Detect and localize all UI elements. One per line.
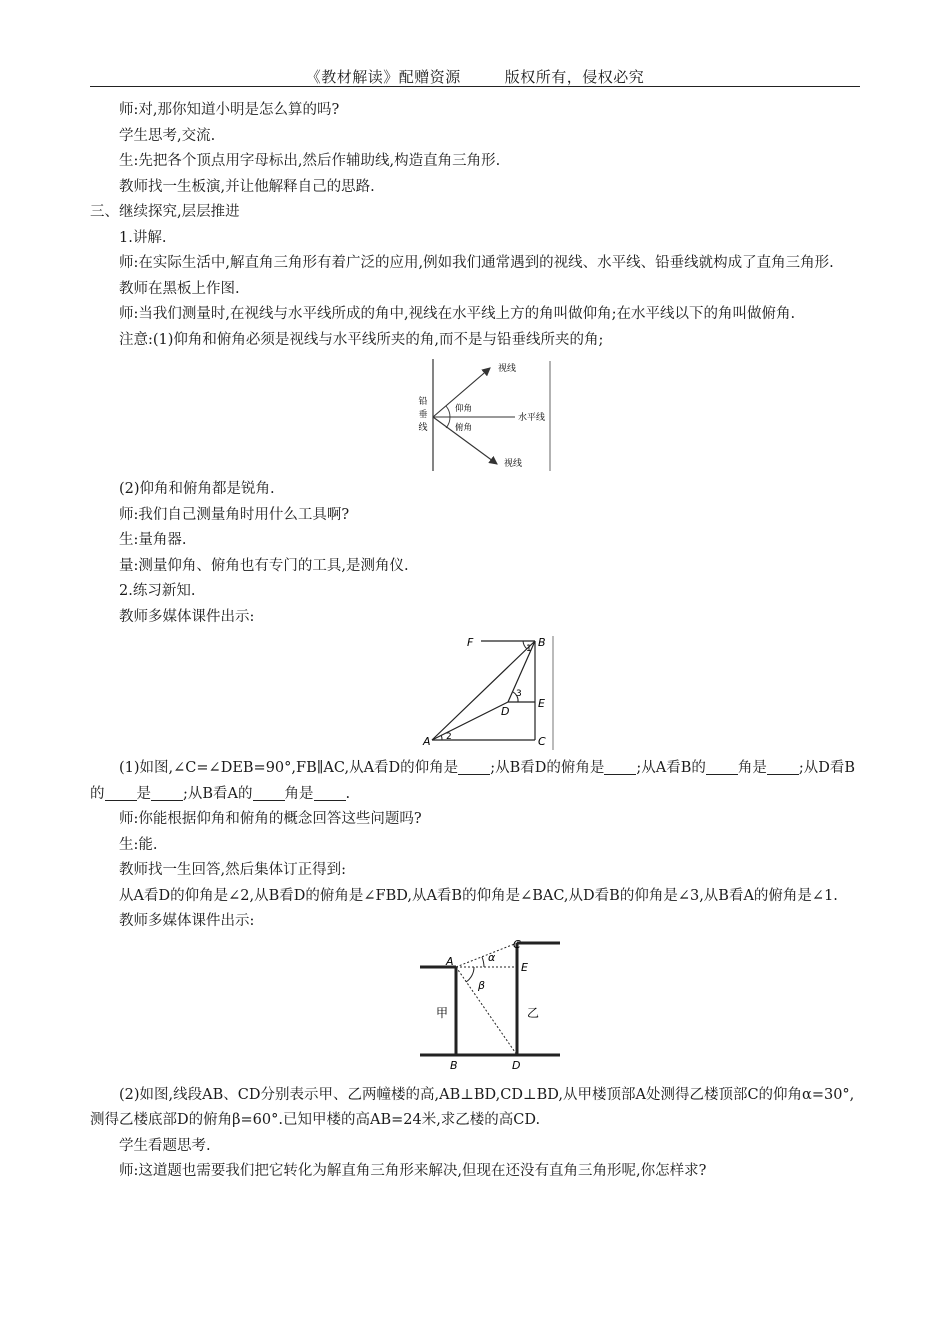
point-E: E	[538, 697, 545, 710]
q1-part-i: .	[345, 785, 351, 802]
answer-blank	[314, 785, 346, 801]
answer-blank	[105, 785, 137, 801]
document-body	[90, 98, 865, 1185]
paragraph: 生:能.	[119, 836, 158, 853]
line-AD	[432, 702, 508, 740]
line-AC	[456, 943, 517, 967]
buildings-diagram	[90, 939, 865, 1079]
point-B: B	[450, 1058, 458, 1072]
paragraph: 师:在实际生活中,解直角三角形有着广泛的应用,例如我们通常遇到的视线、水平线、铅垂线就构成了直角三角形.	[119, 255, 834, 271]
paragraph: 2.练习新知.	[119, 583, 196, 599]
page-header	[90, 66, 860, 88]
alpha-label: α	[488, 950, 496, 964]
point-D: D	[501, 705, 510, 718]
paragraph: 师:你能根据仰角和俯角的概念回答这些问题吗?	[119, 811, 422, 827]
beta-label: β	[478, 978, 486, 992]
q1-part-c: ;从A看B的	[636, 760, 706, 776]
q1-part-d: 角是	[737, 760, 767, 776]
figure-angles	[90, 357, 865, 473]
elevation-label: 仰角	[455, 404, 473, 414]
paragraph: 学生看题思考.	[119, 1137, 211, 1154]
building-jia-label: 甲	[436, 1005, 449, 1020]
angle-2-label: 2	[446, 732, 452, 742]
question-2: (2)如图,线段AB、CD分别表示甲、乙两幢楼的高,AB⊥BD,CD⊥BD,从甲楼顶部A处测得乙楼顶部C的仰角α=30°,测得乙楼底部D的俯角β=60°.已知甲楼的高AB=24米,求乙楼的高CD.	[90, 1086, 855, 1128]
answer-blank	[706, 759, 738, 775]
beta-arc	[466, 967, 474, 982]
figure-buildings	[90, 939, 865, 1079]
section-heading: 三、继续探究,层层推进	[90, 204, 240, 220]
figure-triangle	[90, 634, 865, 752]
paragraph: 1.讲解.	[119, 229, 167, 246]
paragraph: 师:当我们测量时,在视线与水平线所成的角中,视线在水平线上方的角叫做仰角;在水平线以下的角叫做俯角.	[119, 306, 796, 322]
plumb-label-1: 铅	[418, 397, 428, 407]
paragraph: 生:先把各个顶点用字母标出,然后作辅助线,构造直角三角形.	[119, 153, 501, 169]
q1-part-g: ;从B看A的	[183, 785, 253, 802]
answer-blank	[151, 785, 183, 801]
q1-part-e: ;从D看B的	[90, 760, 856, 802]
paragraph: 注意:(1)仰角和俯角必须是视线与水平线所夹的角,而不是与铅垂线所夹的角;	[119, 331, 604, 348]
q1-part-f: 是	[136, 785, 151, 802]
paragraph: (2)仰角和俯角都是锐角.	[119, 481, 275, 497]
paragraph: 从A看D的仰角是∠2,从B看D的俯角是∠FBD,从A看B的仰角是∠BAC,从D看B的仰角是∠3,从B看A的俯角是∠1.	[119, 887, 838, 904]
paragraph: 教师多媒体课件出示:	[119, 608, 255, 625]
plumb-label-3: 线	[418, 423, 428, 433]
depression-label: 俯角	[455, 423, 473, 433]
q1-part-h: 角是	[284, 785, 314, 802]
paragraph: 教师找一生回答,然后集体订正得到:	[119, 862, 346, 878]
point-F: F	[467, 636, 474, 649]
angle-3-label: 3	[516, 689, 522, 699]
point-C: C	[513, 938, 521, 951]
paragraph: 生:量角器.	[119, 532, 187, 548]
point-A: A	[423, 735, 431, 748]
paragraph: 师:我们自己测量角时用什么工具啊?	[119, 506, 350, 523]
horizontal-label: 水平线	[518, 413, 546, 423]
q1-part-b: ;从B看D的俯角是	[490, 760, 605, 776]
alpha-arc	[482, 957, 484, 967]
answer-blank	[767, 759, 799, 775]
paragraph: 教师多媒体课件出示:	[119, 913, 255, 929]
elevation-arc	[446, 406, 450, 417]
sight-up-label: 视线	[498, 364, 517, 374]
paragraph: 师:对,那你知道小明是怎么算的吗?	[119, 102, 340, 118]
sight-down-label: 视线	[504, 459, 523, 469]
angle-2-arc	[441, 735, 442, 740]
header-left: 《教材解读》配赠资源	[305, 68, 461, 86]
point-D: D	[512, 1058, 521, 1072]
building-yi-label: 乙	[527, 1005, 540, 1020]
point-C: C	[538, 735, 546, 748]
header-rule	[90, 86, 860, 87]
angle-1-label: 1	[526, 644, 532, 654]
point-E: E	[521, 960, 528, 974]
line-AD	[456, 967, 517, 1055]
answer-blank	[604, 759, 636, 775]
q1-part-a: (1)如图,∠C=∠DEB=90°,FB∥AC,从A看D的仰角是	[119, 760, 459, 776]
paragraph: 教师在黑板上作图.	[119, 280, 240, 297]
angle-diagram	[90, 357, 865, 473]
triangle-diagram	[90, 634, 865, 752]
paragraph: 量:测量仰角、俯角也有专门的工具,是测角仪.	[119, 557, 409, 574]
point-B: B	[538, 636, 546, 649]
answer-blank	[458, 759, 490, 775]
paragraph: 师:这道题也需要我们把它转化为解直角三角形来解决,但现在还没有直角三角形呢,你怎样求?	[119, 1163, 707, 1179]
answer-blank	[253, 785, 285, 801]
paragraph: 教师找一生板演,并让他解释自己的思路.	[119, 178, 375, 195]
header-right: 版权所有，侵权必究	[504, 68, 645, 86]
plumb-label-2: 垂	[418, 410, 428, 420]
point-A: A	[446, 954, 454, 968]
question-1	[90, 756, 865, 807]
paragraph: 学生思考,交流.	[119, 127, 216, 144]
